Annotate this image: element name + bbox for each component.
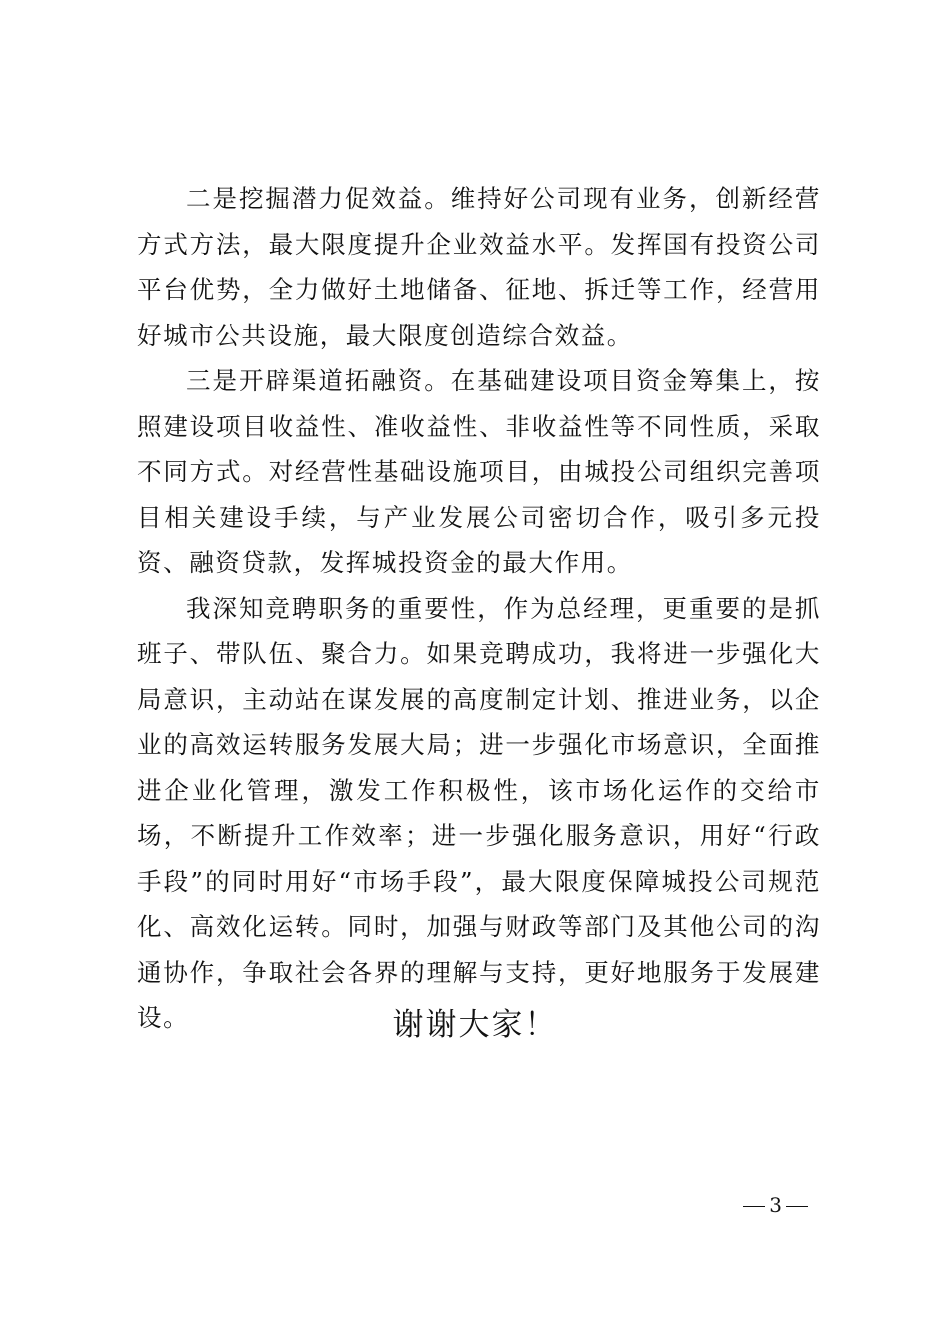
page-number	[0, 1190, 950, 1220]
page-number-dash-right	[786, 1206, 808, 1207]
page-number-dash-left	[743, 1206, 765, 1207]
paragraph-open-financing: 三是开辟渠道拓融资。在基础建设项目资金筹集上，按照建设项目收益性、准收益性、非收益性等不同性质，采取不同方式。对经营性基础设施项目，由城投公司组织完善项目相关建设手续，与产业发展公司密切合作，吸引多元投资、融资贷款，发挥城投资金的最大作用。	[137, 366, 821, 577]
page-number-value: 3	[769, 1193, 782, 1217]
closing-thanks: 谢谢大家！	[392, 1007, 558, 1043]
paragraph-commitment: 我深知竞聘职务的重要性，作为总经理，更重要的是抓班子、带队伍、聚合力。如果竞聘成功，我将进一步强化大局意识，主动站在谋发展的高度制定计划、推进业务，以企业的高效运转服务发展大局；进一步强化市场意识，全面推进企业化管理，激发工作积极性，该市场化运作的交给市场，不断提升工作效率；进一步强化服务意识，用好“行政手段”的同时用好“市场手段”，最大限度保障城投公司规范化、高效化运转。同时，加强与财政等部门及其他公司的沟通协作，争取社会各界的理解与支持，更好地服务于发展建设。	[137, 593, 821, 1032]
body-text	[137, 176, 821, 1041]
paragraph-tap-potential: 二是挖掘潜力促效益。维持好公司现有业务，创新经营方式方法，最大限度提升企业效益水平。发挥国有投资公司平台优势，全力做好土地储备、征地、拆迁等工作，经营用好城市公共设施，最大限度创造综合效益。	[137, 184, 821, 350]
